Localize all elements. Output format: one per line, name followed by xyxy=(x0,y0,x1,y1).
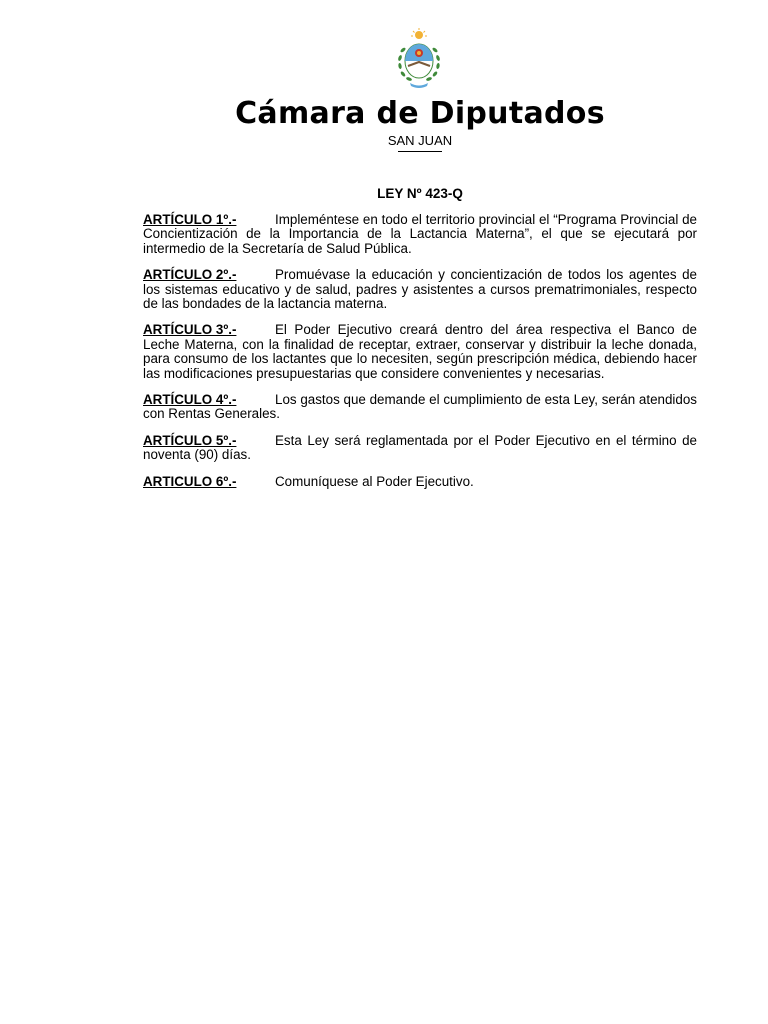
law-number-heading: LEY Nº 423-Q xyxy=(377,186,463,201)
article-2 xyxy=(143,268,697,311)
header-divider xyxy=(398,151,442,152)
article-label: ARTÍCULO 3º.- xyxy=(143,322,237,338)
article-label: ARTÍCULO 5º.- xyxy=(143,432,237,448)
coat-of-arms-icon xyxy=(392,28,446,92)
province-subtitle: SAN JUAN xyxy=(387,133,453,148)
article-1 xyxy=(143,213,697,256)
article-label: ARTICULO 6º.- xyxy=(143,473,237,489)
article-3 xyxy=(143,323,697,381)
article-text: Impleméntese en todo el territorio provincial el “Programa Provincial de Concientización de la Importancia de la Lactancia Materna”, el que se ejecutará por intermedio de la Secretaría de Salud Pública. xyxy=(143,212,697,256)
article-text: Esta Ley será reglamentada por el Poder Ejecutivo en el término de noventa (90) días. xyxy=(143,432,697,463)
articles-list xyxy=(143,213,697,501)
article-label: ARTÍCULO 2º.- xyxy=(143,267,237,283)
article-label: ARTÍCULO 4º.- xyxy=(143,392,237,408)
article-text: Promuévase la educación y concientización de todos los agentes de los sistemas educativo y de salud, padres y asistentes a cursos prematrimoniales, respecto de las bondades de la lactancia materna. xyxy=(143,267,697,312)
article-label: ARTÍCULO 1º.- xyxy=(143,212,237,227)
chamber-title: Cámara de Diputados xyxy=(235,96,605,131)
article-6 xyxy=(143,475,697,489)
article-4 xyxy=(143,393,697,422)
article-text: Comuníquese al Poder Ejecutivo. xyxy=(275,473,474,489)
article-text: Los gastos que demande el cumplimiento de esta Ley, serán atendidos con Rentas Generales. xyxy=(143,392,697,422)
article-5 xyxy=(143,434,697,463)
article-text: El Poder Ejecutivo creará dentro del área respectiva el Banco de Leche Materna, con la finalidad de receptar, extraer, conservar y distribuir la leche donada, para consumo de los lactantes que lo necesiten, según prescripción médica, debiendo hacer las modificaciones presupuestarias que considere convenientes y necesarias. xyxy=(143,322,697,381)
